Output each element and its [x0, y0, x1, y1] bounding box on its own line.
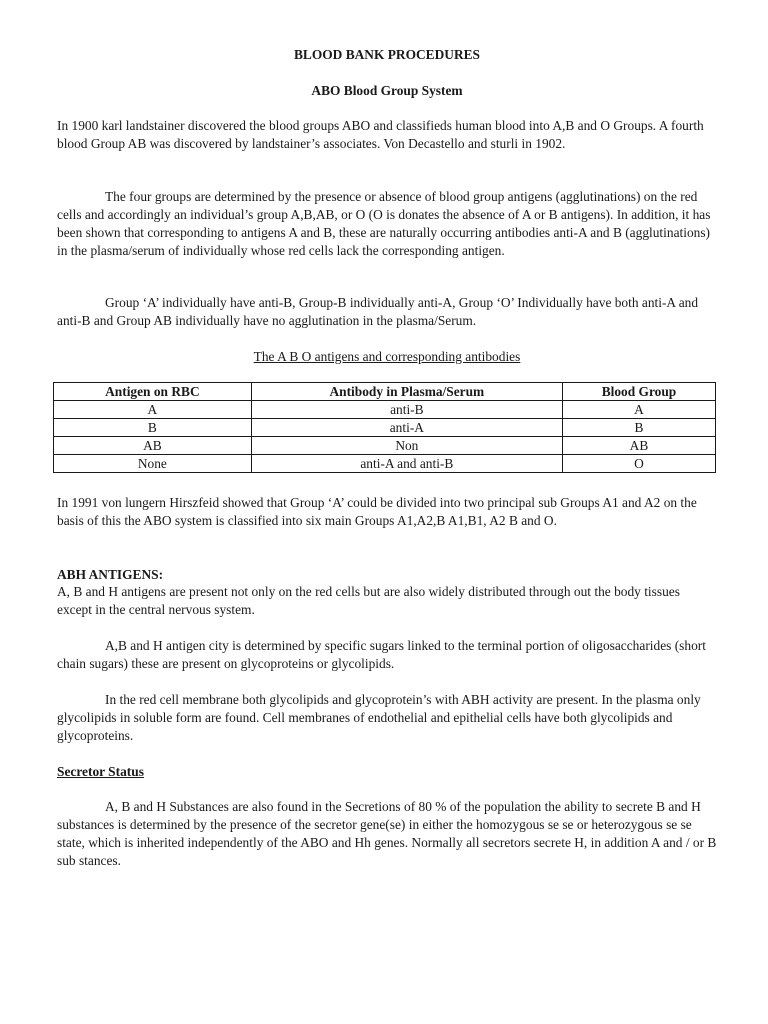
intro-paragraph: In 1900 karl landstainer discovered the blood groups ABO and classifieds human blood into A,B and O Groups. A fourth blood Group AB was discovered by landstainer’s associates. Von Decastello and sturli in 1902. [57, 118, 704, 151]
document-subtitle: ABO Blood Group System [311, 83, 463, 98]
secretor-heading: Secretor Status [57, 764, 144, 779]
table-header-antigen: Antigen on RBC [54, 383, 252, 401]
table-header-antibody: Antibody in Plasma/Serum [251, 383, 562, 401]
table-cell: B [562, 419, 715, 437]
table-cell: AB [562, 437, 715, 455]
abh-paragraph-2: A,B and H antigen city is determined by specific sugars linked to the terminal portion of oligosaccharides (short chain sugars) these are present on glycoproteins or glycolipids. [57, 638, 706, 671]
table-cell: O [562, 455, 715, 473]
table-row [54, 401, 716, 419]
antibodies-paragraph: Group ‘A’ individually have anti-B, Group-B individually anti-A, Group ‘O’ Individually have both anti-A and anti-B and Group AB individually have no agglutination in the plasma/Serum. [57, 295, 699, 328]
abh-heading: ABH ANTIGENS: [57, 567, 164, 582]
table-cell: B [54, 419, 252, 437]
groups-paragraph: The four groups are determined by the presence or absence of blood group antigens (agglutinations) on the red cells and accordingly an individual’s group A,B,AB, or O (O is donates the absence of A or B antigens). In addition, it has been shown that corresponding to antigens A and B, these are naturally occurring antibodies anti-A and B (agglutinations) in the plasma/serum of individually whose red cells lack the corresponding antigen. [57, 189, 711, 258]
secretor-paragraph: A, B and H Substances are also found in the Secretions of 80 % of the population the ability to secrete B and H substances is determined by the presence of the secretor gene(se) in either the homozygous se se or heterozygous se se state, which is inherited independently of the ABO and Hh genes. Normally all secretors secrete H, in addition A and / or B sub stances. [57, 799, 717, 868]
abh-paragraph-3: In the red cell membrane both glycolipids and glycoprotein’s with ABH activity are present. In the plasma only glycolipids in soluble form are found. Cell membranes of endothelial and epithelial cells have both glycolipids and glycoproteins. [57, 692, 701, 743]
table-row [54, 455, 716, 473]
table-header-blood-group: Blood Group [562, 383, 715, 401]
document-title: BLOOD BANK PROCEDURES [293, 47, 480, 62]
table-cell: anti-A and anti-B [251, 455, 562, 473]
table-header-row [54, 383, 716, 401]
table-cell: anti-A [251, 419, 562, 437]
table-cell: None [54, 455, 252, 473]
table-caption: The A B O antigens and corresponding antibodies [253, 349, 521, 364]
abo-table [53, 382, 716, 473]
subgroups-paragraph: In 1991 von lungern Hirszfeid showed that Group ‘A’ could be divided into two principal sub Groups A1 and A2 on the basis of this the ABO system is classified into six main Groups A1,A2,B A1,B1, A2 B and O. [57, 495, 697, 528]
table-cell: A [54, 401, 252, 419]
table-cell: AB [54, 437, 252, 455]
table-cell: Non [251, 437, 562, 455]
abh-paragraph-1: A, B and H antigens are present not only on the red cells but are also widely distributed through out the body tissues except in the central nervous system. [57, 584, 680, 617]
table-row [54, 419, 716, 437]
table-cell: A [562, 401, 715, 419]
table-row [54, 437, 716, 455]
table-cell: anti-B [251, 401, 562, 419]
